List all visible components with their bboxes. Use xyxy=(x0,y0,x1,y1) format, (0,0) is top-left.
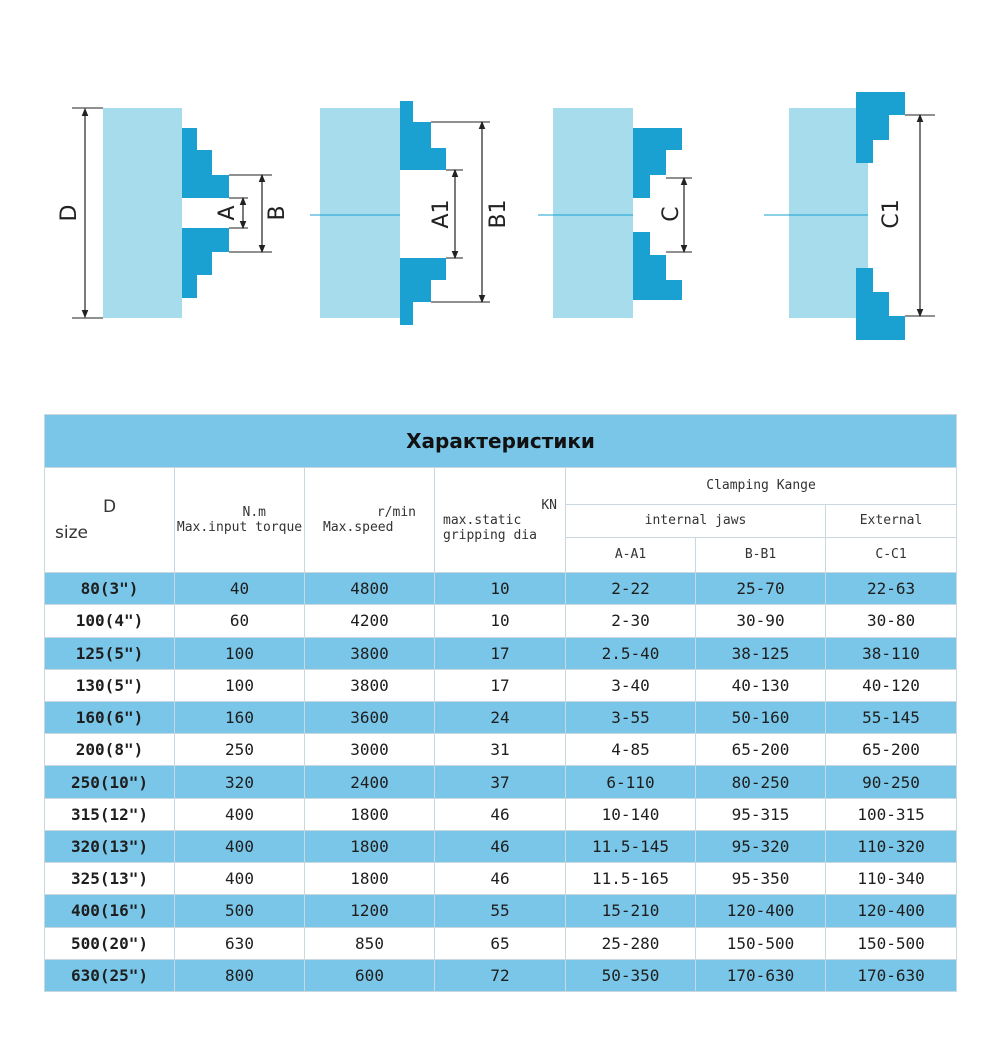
cell-grip: 46 xyxy=(435,863,566,895)
cell-torque: 630 xyxy=(175,927,305,959)
cell-size: 250(10") xyxy=(45,766,175,798)
cell-b-b1: 50-160 xyxy=(696,701,826,733)
cell-c-c1: 22-63 xyxy=(826,573,957,605)
cell-a-a1: 50-350 xyxy=(566,959,696,991)
jaw-bottom xyxy=(400,258,446,325)
cell-grip: 31 xyxy=(435,734,566,766)
table-title-row xyxy=(45,415,957,468)
cell-b-b1: 95-315 xyxy=(696,798,826,830)
cell-size: 320(13") xyxy=(45,830,175,862)
cell-a-a1: 2-22 xyxy=(566,573,696,605)
cell-torque: 250 xyxy=(175,734,305,766)
jaw-top xyxy=(856,92,905,163)
cell-grip: 10 xyxy=(435,573,566,605)
cell-torque: 40 xyxy=(175,573,305,605)
cell-size: 325(13") xyxy=(45,863,175,895)
cell-size: 200(8") xyxy=(45,734,175,766)
cell-b-b1: 40-130 xyxy=(696,669,826,701)
label-c1: C1 xyxy=(879,199,904,229)
cell-speed: 1800 xyxy=(305,798,435,830)
label-d: D xyxy=(57,204,82,222)
jaw-top xyxy=(633,128,682,198)
header-d: D xyxy=(102,497,117,518)
cell-b-b1: 170-630 xyxy=(696,959,826,991)
cell-size: 630(25") xyxy=(45,959,175,991)
cell-speed: 3800 xyxy=(305,669,435,701)
diagram-c1 xyxy=(764,92,935,340)
table-row xyxy=(45,734,957,766)
table-row xyxy=(45,701,957,733)
cell-a-a1: 11.5-145 xyxy=(566,830,696,862)
header-grip xyxy=(435,468,566,573)
cell-b-b1: 65-200 xyxy=(696,734,826,766)
cell-size: 160(6") xyxy=(45,701,175,733)
cell-c-c1: 65-200 xyxy=(826,734,957,766)
cell-speed: 850 xyxy=(305,927,435,959)
specifications-table xyxy=(44,414,957,992)
cell-grip: 24 xyxy=(435,701,566,733)
table-row xyxy=(45,863,957,895)
header-a-a1: A-A1 xyxy=(566,537,696,572)
cell-c-c1: 110-340 xyxy=(826,863,957,895)
cell-torque: 100 xyxy=(175,669,305,701)
cell-a-a1: 2.5-40 xyxy=(566,637,696,669)
header-internal-jaws: internal jaws xyxy=(566,504,826,537)
cell-c-c1: 120-400 xyxy=(826,895,957,927)
header-size: size xyxy=(55,523,88,544)
header-speed-unit: r/min xyxy=(376,505,416,521)
cell-speed: 3800 xyxy=(305,637,435,669)
table-row xyxy=(45,798,957,830)
diagram-d-a-b xyxy=(57,108,290,318)
table-row xyxy=(45,637,957,669)
cell-speed: 3000 xyxy=(305,734,435,766)
cell-torque: 400 xyxy=(175,863,305,895)
jaw-bottom xyxy=(856,268,905,340)
cell-speed: 4800 xyxy=(305,573,435,605)
chuck-body xyxy=(103,108,182,318)
cell-size: 80(3") xyxy=(45,573,175,605)
cell-a-a1: 6-110 xyxy=(566,766,696,798)
cell-a-a1: 3-55 xyxy=(566,701,696,733)
cell-torque: 160 xyxy=(175,701,305,733)
cell-c-c1: 100-315 xyxy=(826,798,957,830)
cell-b-b1: 95-350 xyxy=(696,863,826,895)
table-row xyxy=(45,573,957,605)
cell-grip: 46 xyxy=(435,830,566,862)
header-clamping-range: Clamping Kange xyxy=(566,468,957,504)
header-grip-line2: gripping dia xyxy=(443,527,537,543)
cell-grip: 17 xyxy=(435,637,566,669)
header-external: External xyxy=(826,504,957,537)
cell-torque: 320 xyxy=(175,766,305,798)
table-body xyxy=(45,573,957,992)
header-d-size xyxy=(45,468,175,573)
table-row xyxy=(45,766,957,798)
cell-grip: 17 xyxy=(435,669,566,701)
cell-a-a1: 10-140 xyxy=(566,798,696,830)
diagram-c xyxy=(538,108,692,318)
cell-speed: 2400 xyxy=(305,766,435,798)
table-row xyxy=(45,605,957,637)
jaw-top xyxy=(182,128,229,198)
header-grip-unit: KN xyxy=(541,497,557,513)
table-row xyxy=(45,830,957,862)
label-b1: B1 xyxy=(486,199,511,229)
cell-grip: 37 xyxy=(435,766,566,798)
cell-speed: 1200 xyxy=(305,895,435,927)
chuck-diagrams xyxy=(0,0,1000,360)
cell-size: 125(5") xyxy=(45,637,175,669)
header-row-1 xyxy=(45,468,957,504)
cell-size: 100(4") xyxy=(45,605,175,637)
cell-torque: 500 xyxy=(175,895,305,927)
cell-speed: 1800 xyxy=(305,863,435,895)
header-c-c1: C-C1 xyxy=(826,537,957,572)
jaw-top xyxy=(400,101,446,170)
cell-torque: 400 xyxy=(175,830,305,862)
table-row xyxy=(45,959,957,991)
cell-b-b1: 95-320 xyxy=(696,830,826,862)
cell-torque: 100 xyxy=(175,637,305,669)
cell-grip: 65 xyxy=(435,927,566,959)
cell-speed: 3600 xyxy=(305,701,435,733)
header-b-b1: B-B1 xyxy=(696,537,826,572)
header-speed-label: Max.speed xyxy=(323,520,394,536)
table-title: Характеристики xyxy=(45,415,957,468)
cell-grip: 46 xyxy=(435,798,566,830)
cell-a-a1: 2-30 xyxy=(566,605,696,637)
cell-c-c1: 40-120 xyxy=(826,669,957,701)
cell-b-b1: 30-90 xyxy=(696,605,826,637)
cell-speed: 600 xyxy=(305,959,435,991)
chuck-body xyxy=(553,108,633,318)
table-row xyxy=(45,927,957,959)
cell-grip: 10 xyxy=(435,605,566,637)
cell-torque: 400 xyxy=(175,798,305,830)
cell-speed: 1800 xyxy=(305,830,435,862)
cell-b-b1: 150-500 xyxy=(696,927,826,959)
cell-c-c1: 55-145 xyxy=(826,701,957,733)
jaw-bottom xyxy=(182,228,229,298)
header-torque xyxy=(175,468,305,573)
cell-b-b1: 80-250 xyxy=(696,766,826,798)
header-speed xyxy=(305,468,435,573)
label-b: B xyxy=(265,205,290,221)
jaw-bottom xyxy=(633,232,682,300)
cell-torque: 60 xyxy=(175,605,305,637)
chuck-body xyxy=(320,108,400,318)
header-torque-label: Max.input torque xyxy=(176,520,303,536)
cell-size: 130(5") xyxy=(45,669,175,701)
cell-c-c1: 90-250 xyxy=(826,766,957,798)
cell-size: 500(20") xyxy=(45,927,175,959)
cell-a-a1: 25-280 xyxy=(566,927,696,959)
cell-a-a1: 11.5-165 xyxy=(566,863,696,895)
cell-b-b1: 120-400 xyxy=(696,895,826,927)
cell-grip: 55 xyxy=(435,895,566,927)
cell-torque: 800 xyxy=(175,959,305,991)
cell-a-a1: 3-40 xyxy=(566,669,696,701)
cell-speed: 4200 xyxy=(305,605,435,637)
label-c: C xyxy=(659,206,684,222)
cell-c-c1: 38-110 xyxy=(826,637,957,669)
cell-c-c1: 30-80 xyxy=(826,605,957,637)
cell-size: 315(12") xyxy=(45,798,175,830)
label-a1: A1 xyxy=(429,199,454,229)
cell-b-b1: 25-70 xyxy=(696,573,826,605)
cell-b-b1: 38-125 xyxy=(696,637,826,669)
table-row xyxy=(45,895,957,927)
table-row xyxy=(45,669,957,701)
header-grip-line1: max.static xyxy=(443,512,522,528)
cell-c-c1: 150-500 xyxy=(826,927,957,959)
cell-c-c1: 170-630 xyxy=(826,959,957,991)
cell-size: 400(16") xyxy=(45,895,175,927)
cell-a-a1: 15-210 xyxy=(566,895,696,927)
header-torque-unit: N.m xyxy=(242,505,266,521)
cell-a-a1: 4-85 xyxy=(566,734,696,766)
cell-c-c1: 110-320 xyxy=(826,830,957,862)
cell-grip: 72 xyxy=(435,959,566,991)
diagram-a1-b1 xyxy=(310,101,511,325)
label-a: A xyxy=(215,205,240,221)
